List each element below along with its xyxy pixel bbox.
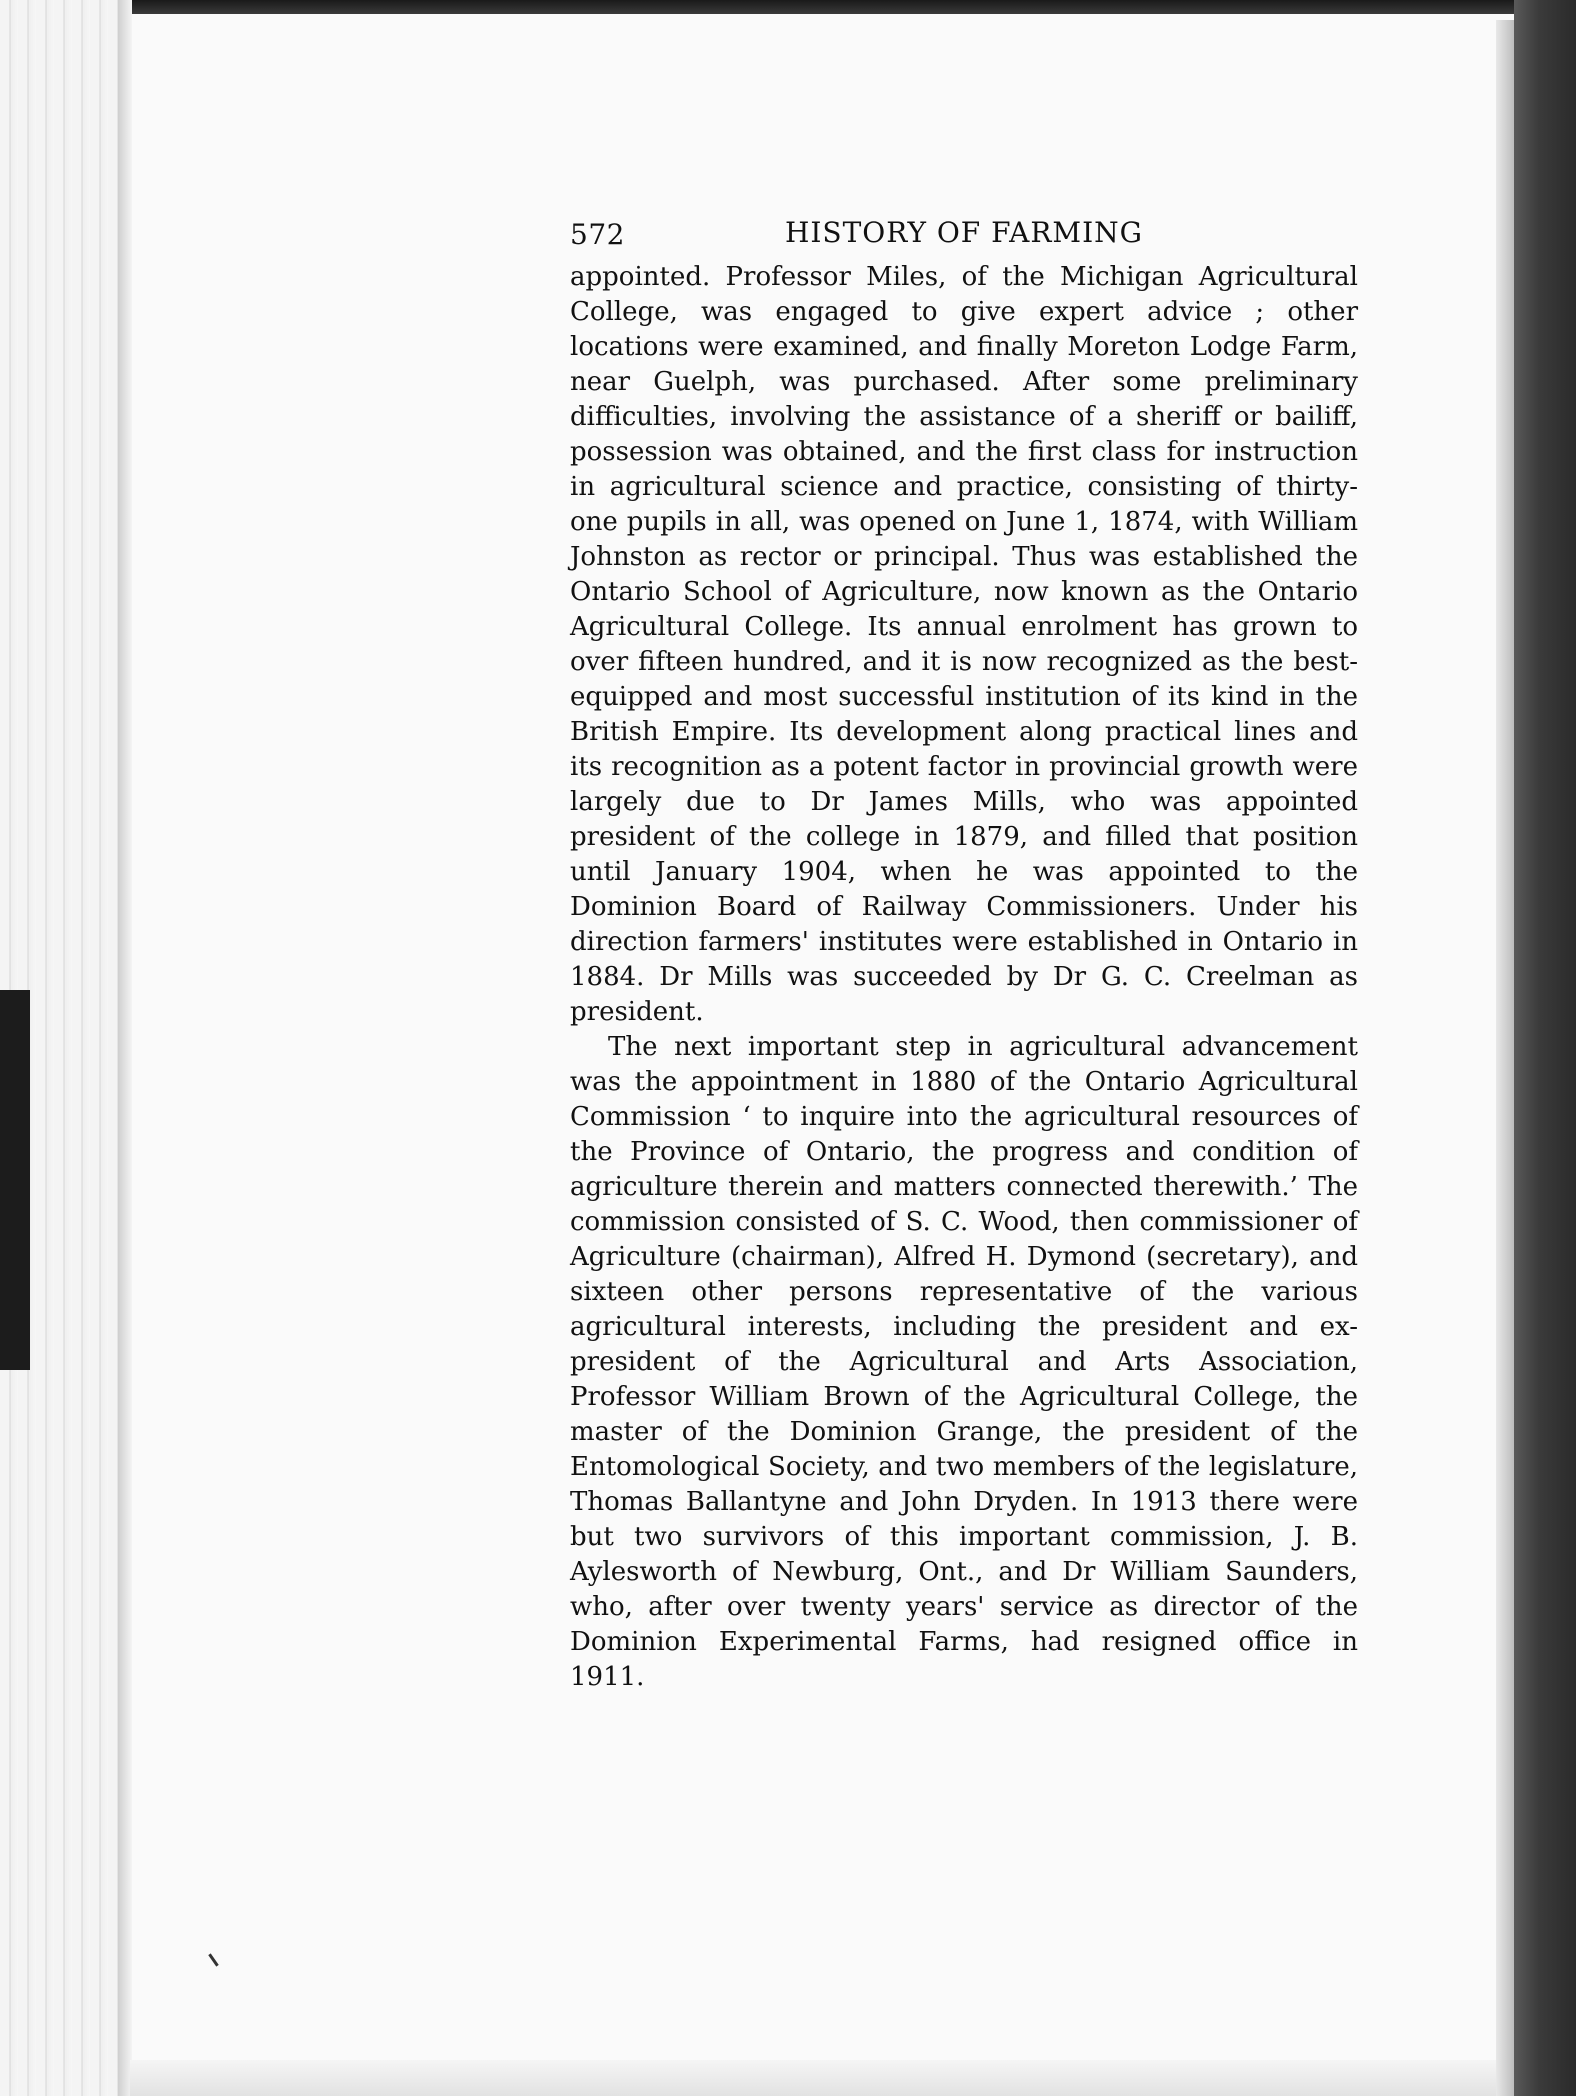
body-text <box>570 260 1358 1695</box>
scanner-border-right <box>1514 0 1576 2096</box>
running-head <box>570 212 1358 260</box>
paragraph-continuation: appointed. Professor Miles, of the Michigan Agricultural College, was engaged to give expert advice ; other locations were examined, and finally Moreton Lodge Farm, near Guelph, was purchased. After some preliminary difficulties, involving the assistance of a sheriff or bailiff, possession was obtained, and the first class for instruction in agricultural science and practice, consisting of thirty-one pupils in all, was opened on June 1, 1874, with William Johnston as rector or principal. Thus was established the Ontario School of Agriculture, now known as the Ontario Agricultural College. Its annual enrolment has grown to over fifteen hundred, and it is now recognized as the best-equipped and most successful institution of its kind in the British Empire. Its development along practical lines and its recognition as a potent factor in provincial growth were largely due to Dr James Mills, who was appointed president of the college in 1879, and filled that position until January 1904, when he was appointed to the Dominion Board of Railway Commissioners. Under his direction farmers' institutes were established in Ontario in 1884. Dr Mills was succeeded by Dr G. C. Creelman as president. <box>570 262 1358 1027</box>
paragraph-commission: The next important step in agricultural advancement was the appointment in 1880 of the Ontario Agricultural Commission ‘ to inquire into the agricultural resources of the Province of Ontario, the progress and condition of agriculture therein and matters connected therewith.’ The commission consisted of S. C. Wood, then commissioner of Agriculture (chairman), Alfred H. Dymond (secretary), and sixteen other persons representative of the various agricultural interests, including the president and ex-president of the Agricultural and Arts Association, Professor William Brown of the Agricultural College, the master of the Dominion Grange, the president of the Entomological Society, and two members of the legislature, Thomas Ballantyne and John Dryden. In 1913 there were but two survivors of this important commission, J. B. Aylesworth of Newburg, Ont., and Dr William Saunders, who, after over twenty years' service as director of the Dominion Experimental Farms, had resigned office in 1911. <box>570 1032 1358 1692</box>
text-block <box>570 212 1358 1695</box>
stray-ink-mark <box>208 1953 218 1966</box>
bottom-edge-shadow <box>130 2060 1496 2096</box>
running-title: HISTORY OF FARMING <box>784 216 1144 249</box>
page-number: 572 <box>570 218 625 251</box>
top-border-shadow <box>0 0 1576 14</box>
binding-notch <box>0 990 30 1370</box>
gutter-shadow <box>118 0 132 2096</box>
page-edge-right <box>1496 20 1514 2096</box>
